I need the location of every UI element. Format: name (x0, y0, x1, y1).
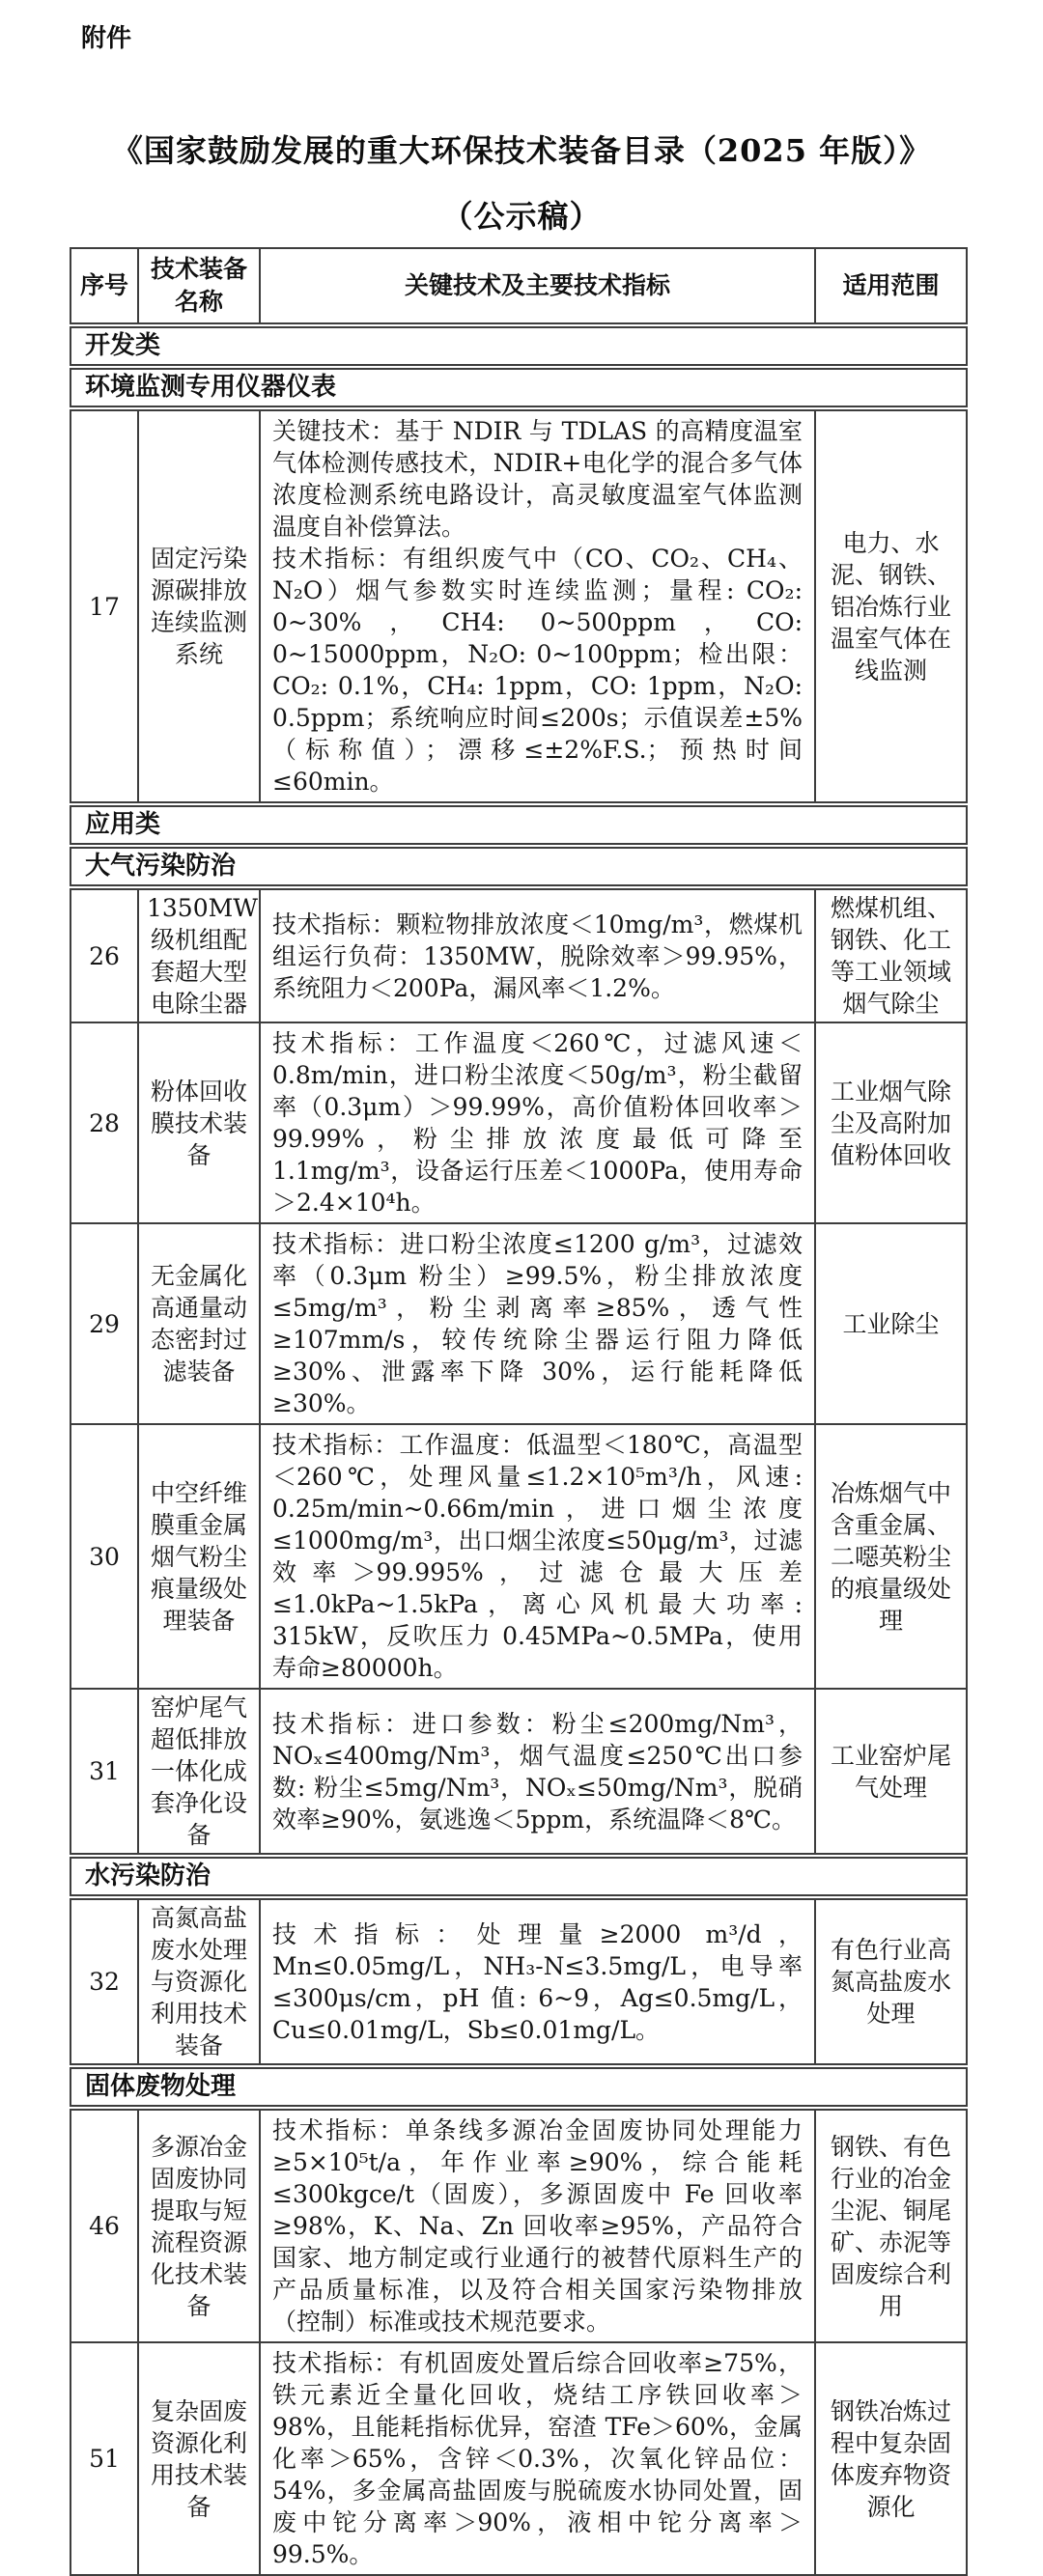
table-row (70, 2108, 967, 2342)
row-30-scope: 冶炼烟气中含重金属、二噁英粉尘的痕量级处理 (815, 1424, 967, 1689)
section-row-solid-waste (70, 2066, 967, 2108)
section-row-development (70, 325, 967, 367)
section-row-application (70, 804, 967, 846)
header-tech-indicators: 关键技术及主要技术指标 (260, 248, 815, 325)
row-26-indicator-paragraph: 技术指标：颗粒物排放浓度＜10mg/m³，燃煤机组运行负荷：1350MW，脱除效率＞99.95%，系统阻力＜200Pa，漏风率＜1.2%。 (272, 910, 803, 1002)
row-46-scope: 钢铁、有色行业的冶金尘泥、铜尾矿、赤泥等固废综合利用 (815, 2108, 967, 2342)
row-17-indicator-paragraph: 技术指标：有组织废气中（CO、CO₂、CH₄、N₂O）烟气参数实时连续监测；量程: CO₂: 0~30%，CH4: 0~500ppm，CO: 0~15000ppm，N₂O: 0~100ppm；检出限：CO₂: 0.1%，CH₄: 1ppm，CO: 1ppm，N₂O: 0.5ppm；系统响应时间≤200s；示值误差±5%（标称值）；漂移≤±2%F.S.；预热时间≤60min。 (272, 545, 803, 796)
document-page (0, 21, 1043, 2568)
row-51-indicator-paragraph: 技术指标：有机固废处置后综合回收率≥75%，铁元素近全量化回收，烧结工序铁回收率＞98%，且能耗指标优异，窑渣 TFe＞60%，金属化率＞65%，含锌＜0.3%，次氧化锌品位：54%，多金属高盐固废与脱硫废水协同处置，固废中铊分离率＞90%，液相中铊分离率＞99.5%。 (272, 2349, 803, 2568)
row-17-tech-indicators (260, 408, 815, 804)
section-row-monitoring-instruments (70, 367, 967, 408)
row-46-number: 46 (70, 2108, 138, 2342)
row-31-number: 31 (70, 1689, 138, 1856)
row-26-number: 26 (70, 887, 138, 1022)
row-29-scope: 工业除尘 (815, 1223, 967, 1424)
row-28-indicator-paragraph: 技术指标：工作温度＜260℃，过滤风速＜0.8m/min，进口粉尘浓度＜50g/m³，粉尘截留率（0.3μm）＞99.99%，高价值粉体回收率＞99.99%，粉尘排放浓度最低可降至 1.1mg/m³，设备运行压差＜1000Pa，使用寿命＞2.4×10⁴h。 (272, 1029, 803, 1217)
row-17-number: 17 (70, 408, 138, 804)
table-row (70, 1022, 967, 1223)
section-row-water-pollution (70, 1856, 967, 1897)
table-row (70, 1223, 967, 1424)
section-label-application: 应用类 (70, 804, 967, 846)
row-28-number: 28 (70, 1022, 138, 1223)
row-30-number: 30 (70, 1424, 138, 1689)
row-32-indicator-paragraph: 技术指标：处理量≥2000 m³/d，Mn≤0.05mg/L，NH₃-N≤3.5mg/L，电导率≤300μs/cm，pH 值: 6~9，Ag≤0.5mg/L，Cu≤0.01mg/L，Sb≤0.01mg/L。 (272, 1919, 803, 2044)
section-label-solid-waste: 固体废物处理 (70, 2066, 967, 2108)
row-28-equipment-name: 粉体回收膜技术装备 (138, 1022, 260, 1223)
section-label-monitoring-instruments: 环境监测专用仪器仪表 (70, 367, 967, 408)
row-29-tech-indicators (260, 1223, 815, 1424)
row-32-number: 32 (70, 1897, 138, 2066)
row-32-equipment-name: 高氮高盐废水处理与资源化利用技术装备 (138, 1897, 260, 2066)
section-label-water-pollution: 水污染防治 (70, 1856, 967, 1897)
page-title: 《国家鼓励发展的重大环保技术装备目录（2025 年版）》 (111, 132, 932, 169)
attachment-label: 附件 (81, 24, 132, 53)
table-row (70, 408, 967, 804)
row-31-indicator-paragraph: 技术指标：进口参数：粉尘≤200mg/Nm³，NOₓ≤400mg/Nm³，烟气温度≤250℃出口参数: 粉尘≤5mg/Nm³，NOₓ≤50mg/Nm³，脱硝效率≥90%，氨逃逸＜5ppm，系统温降＜8℃。 (272, 1709, 803, 1834)
row-17-key-tech-paragraph: 关键技术：基于 NDIR 与 TDLAS 的高精度温室气体检测传感技术，NDIR+电化学的混合多气体浓度检测系统电路设计，高灵敏度温室气体监测温度自补偿算法。 (272, 417, 803, 541)
header-equipment-name: 技术装备名称 (138, 248, 260, 325)
section-row-air-pollution (70, 846, 967, 887)
page-subtitle: （公示稿） (441, 198, 602, 235)
row-28-scope: 工业烟气除尘及高附加值粉体回收 (815, 1022, 967, 1223)
row-28-tech-indicators (260, 1022, 815, 1223)
header-no: 序号 (70, 248, 138, 325)
table-row (70, 2342, 967, 2575)
row-26-equipment-name: 1350MW级机组配套超大型电除尘器 (138, 887, 260, 1022)
row-29-indicator-paragraph: 技术指标：进口粉尘浓度≤1200 g/m³，过滤效率（0.3μm 粉尘）≥99.5%，粉尘排放浓度≤5mg/m³，粉尘剥离率≥85%，透气性≥107mm/s，较传统除尘器运行阻力降低≥30%、泄露率下降 30%，运行能耗降低≥30%。 (272, 1230, 803, 1417)
row-31-tech-indicators (260, 1689, 815, 1856)
row-46-equipment-name: 多源冶金固废协同提取与短流程资源化技术装备 (138, 2108, 260, 2342)
row-31-equipment-name: 窑炉尾气超低排放一体化成套净化设备 (138, 1689, 260, 1856)
row-46-tech-indicators (260, 2108, 815, 2342)
row-30-equipment-name: 中空纤维膜重金属烟气粉尘痕量级处理装备 (138, 1424, 260, 1689)
row-29-equipment-name: 无金属化高通量动态密封过滤装备 (138, 1223, 260, 1424)
table-header-row (70, 248, 967, 325)
table-row (70, 1424, 967, 1689)
section-label-development: 开发类 (70, 325, 967, 367)
row-51-number: 51 (70, 2342, 138, 2575)
row-32-tech-indicators (260, 1897, 815, 2066)
row-46-indicator-paragraph: 技术指标：单条线多源冶金固废协同处理能力≥5×10⁵t/a，年作业率≥90%，综合能耗≤300kgce/t（固废），多源固废中 Fe 回收率≥98%，K、Na、Zn 回收率≥95%，产品符合国家、地方制定或行业通行的被替代原料生产的产品质量标准，以及符合相关国家污染物排放（控制）标准或技术规范要求。 (272, 2116, 803, 2336)
row-17-scope: 电力、水泥、钢铁、铝冶炼行业温室气体在线监测 (815, 408, 967, 804)
row-30-indicator-paragraph: 技术指标：工作温度：低温型＜180℃，高温型＜260℃，处理风量≤1.2×10⁵m³/h，风速: 0.25m/min~0.66m/min，进口烟尘浓度 ≤1000mg/m³，出口烟尘浓度≤50μg/m³，过滤效率＞99.995%，过滤仓最大压差≤1.0kPa~1.5kPa，离心风机最大功率: 315kW，反吹压力 0.45MPa~0.5MPa，使用寿命≥80000h。 (272, 1431, 803, 1682)
section-label-air-pollution: 大气污染防治 (70, 846, 967, 887)
row-26-tech-indicators (260, 887, 815, 1022)
row-17-equipment-name: 固定污染源碳排放连续监测系统 (138, 408, 260, 804)
table-row (70, 1689, 967, 1856)
table-row (70, 1897, 967, 2066)
row-32-scope: 有色行业高氮高盐废水处理 (815, 1897, 967, 2066)
row-51-tech-indicators (260, 2342, 815, 2575)
catalog-table (70, 247, 968, 2576)
row-30-tech-indicators (260, 1424, 815, 1689)
row-26-scope: 燃煤机组、钢铁、化工等工业领域烟气除尘 (815, 887, 967, 1022)
row-51-scope: 钢铁冶炼过程中复杂固体废弃物资源化 (815, 2342, 967, 2575)
table-row (70, 887, 967, 1022)
row-29-number: 29 (70, 1223, 138, 1424)
header-scope: 适用范围 (815, 248, 967, 325)
row-31-scope: 工业窑炉尾气处理 (815, 1689, 967, 1856)
row-51-equipment-name: 复杂固废资源化利用技术装备 (138, 2342, 260, 2575)
